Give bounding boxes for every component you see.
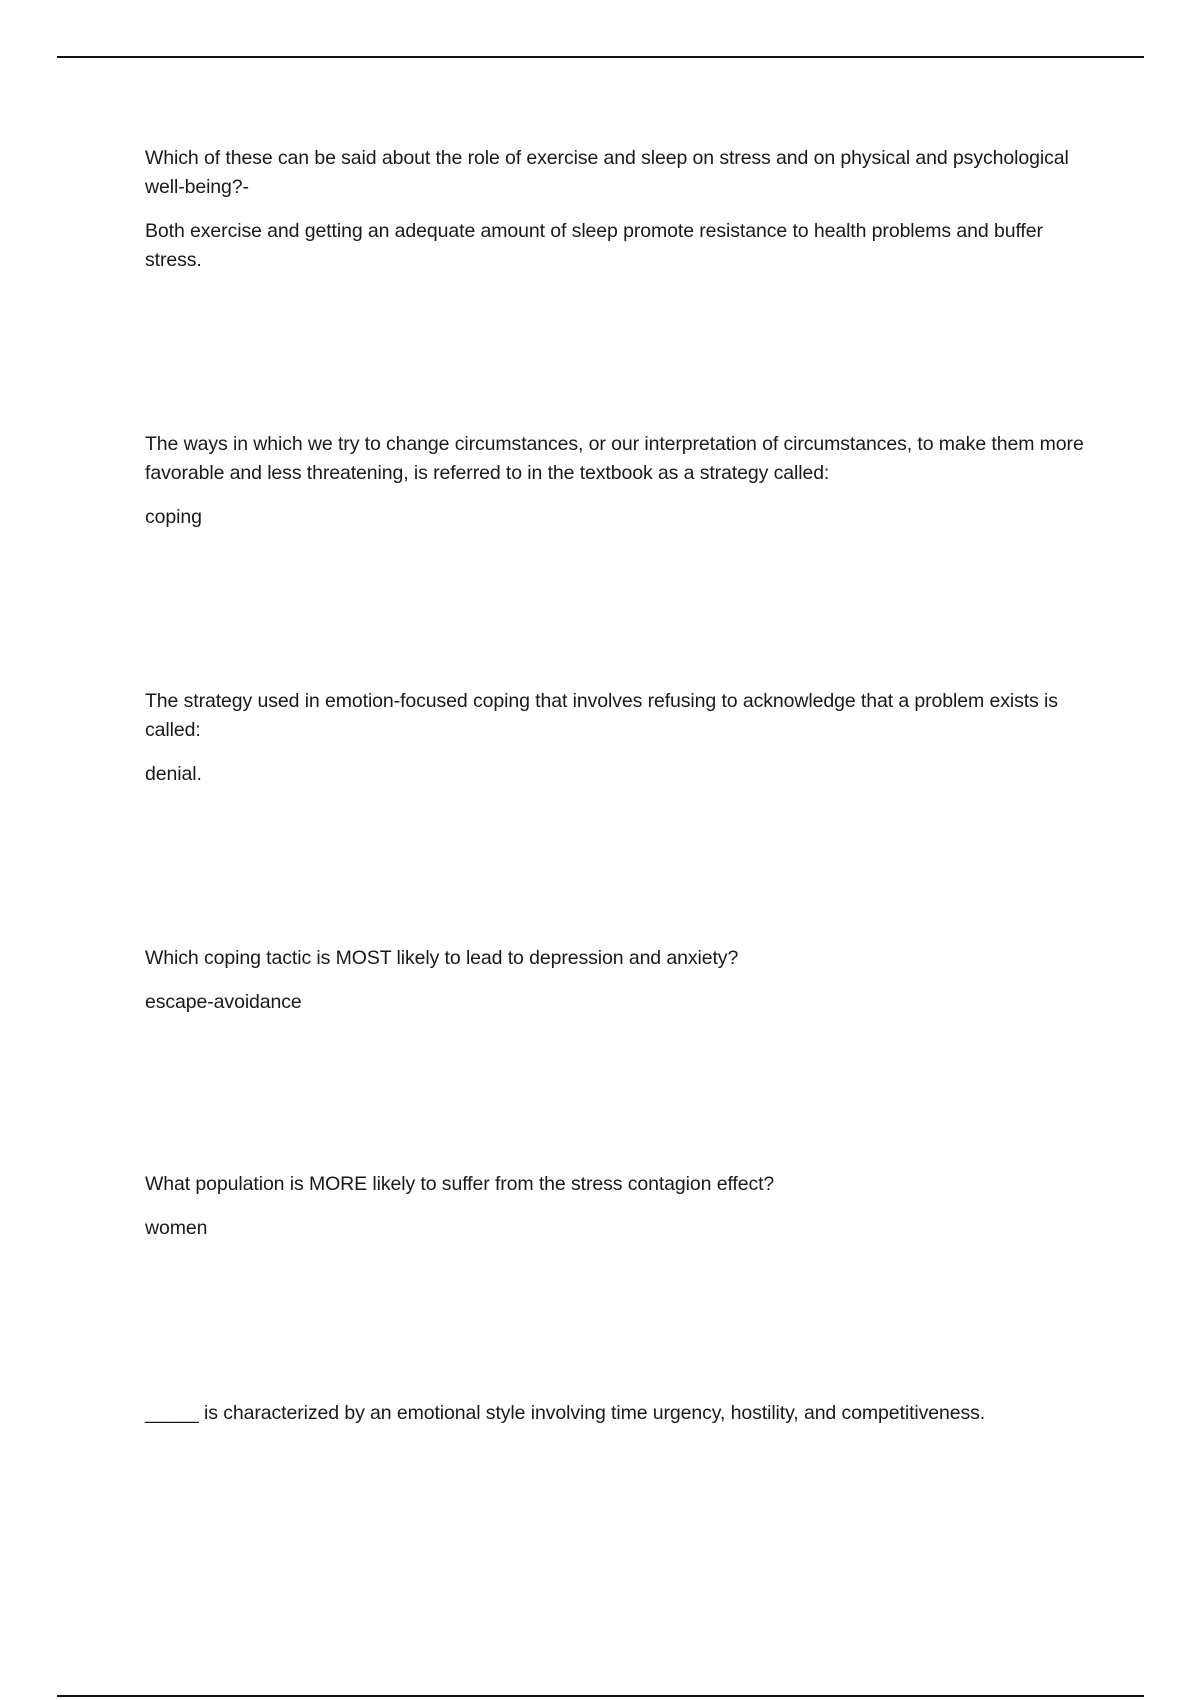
question-text: What population is MORE likely to suffer from the stress contagion effect? [145,1173,775,1195]
question-text: Which coping tactic is MOST likely to lead to depression and anxiety? [145,947,739,969]
question-text: Which of these can be said about the role of exercise and sleep on stress and on physical and psychological well-being?- [145,147,1069,198]
qa-item-4 [145,944,1095,1017]
answer-text: denial. [145,763,202,785]
question-text: The strategy used in emotion-focused coping that involves refusing to acknowledge that a problem exists is called: [145,690,1058,741]
qa-item-6 [145,1399,1095,1443]
bottom-rule [57,1695,1144,1697]
question-text: _____ is characterized by an emotional style involving time urgency, hostility, and competitiveness. [145,1402,986,1424]
qa-item-5 [145,1170,1095,1243]
answer-text: escape-avoidance [145,991,302,1013]
answer-text: Both exercise and getting an adequate amount of sleep promote resistance to health problems and buffer stress. [145,220,1043,271]
answer-text: women [145,1217,208,1239]
qa-item-2 [145,430,1095,532]
question-text: The ways in which we try to change circumstances, or our interpretation of circumstances, to make them more favorable and less threatening, is referred to in the textbook as a strategy called: [145,433,1084,484]
answer-text: coping [145,506,202,528]
qa-item-1 [145,144,1095,275]
qa-item-3 [145,687,1095,789]
top-rule [57,56,1144,58]
